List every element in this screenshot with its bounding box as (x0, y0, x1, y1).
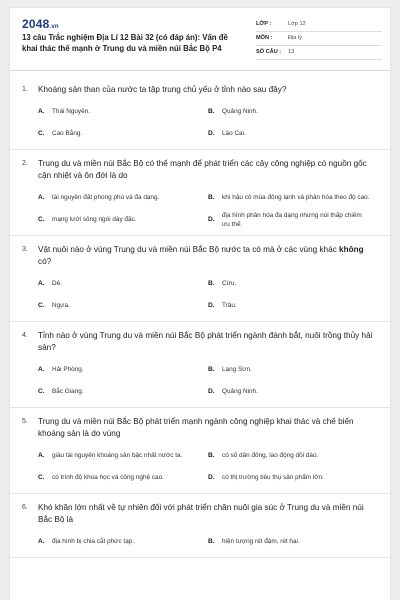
option-letter: A. (38, 366, 45, 373)
option-letter: D. (208, 302, 215, 309)
question-text (38, 158, 378, 183)
worksheet-page (10, 8, 390, 600)
question-item (10, 408, 390, 494)
option-text: có trình độ khoa học và công nghệ cao. (52, 474, 164, 481)
question-number: 4. (22, 331, 28, 339)
meta-label: SỐ CÂU : (256, 49, 282, 55)
option-text: giàu tài nguyên khoáng sản bậc nhất nước ta. (52, 452, 183, 459)
answer-option-c[interactable] (38, 381, 208, 403)
answer-options (38, 97, 378, 149)
option-letter: C. (38, 216, 45, 223)
option-letter: D. (208, 474, 215, 481)
question-list (10, 76, 390, 558)
meta-row-class (256, 18, 382, 32)
option-letter: B. (208, 366, 215, 373)
option-text: khí hậu có mùa đông lạnh và phân hóa theo độ cao. (222, 194, 370, 201)
answer-option-b[interactable] (208, 273, 378, 295)
option-letter: D. (208, 388, 215, 395)
option-letter: C. (38, 130, 45, 137)
answer-option-a[interactable] (38, 359, 208, 381)
option-text: tài nguyên đất phong phú và đa dạng. (52, 194, 160, 201)
option-text: địa hình bị chia cắt phức tạp. (52, 538, 135, 545)
meta-row-count (256, 46, 382, 60)
question-item (10, 76, 390, 150)
logo-text: 2048 (22, 17, 50, 31)
answer-option-a[interactable] (38, 531, 208, 553)
option-text: Hải Phòng. (52, 366, 84, 373)
meta-label: MÔN : (256, 35, 273, 41)
question-text (38, 502, 378, 527)
page-title: 13 câu Trắc nghiệm Địa Lí 12 Bài 32 (có đáp án): Vấn đề khai thác thế mạnh ở Trung du và miền núi Bắc Bộ P4 (22, 33, 228, 53)
meta-value: 13 (288, 49, 295, 55)
option-letter: B. (208, 108, 215, 115)
question-stem (22, 158, 378, 183)
answer-option-b[interactable] (208, 445, 378, 467)
option-text: Trâu. (222, 302, 237, 309)
question-text-part: Tỉnh nào ở vùng Trung du và miền núi Bắc Bộ phát triển ngành đánh bắt, nuôi trồng thủy hải sản? (38, 330, 373, 352)
option-text: địa hình phân hóa đa dạng nhưng núi thấp chiếm ưu thế. (222, 211, 362, 228)
question-number: 3. (22, 245, 28, 253)
answer-option-d[interactable] (208, 295, 378, 317)
option-letter: B. (208, 538, 215, 545)
question-item (10, 494, 390, 558)
option-text: có thị trường tiêu thụ sản phẩm lớn. (222, 474, 324, 481)
meta-label: LỚP : (256, 21, 272, 27)
question-number: 6. (22, 503, 28, 511)
option-text: Quảng Ninh. (222, 108, 258, 115)
question-number: 2. (22, 159, 28, 167)
question-stem (22, 416, 378, 441)
meta-row-subject (256, 32, 382, 46)
option-text: Lạng Sơn. (222, 366, 252, 373)
question-text (38, 84, 378, 97)
answer-option-d[interactable] (208, 209, 378, 231)
answer-options (38, 355, 378, 407)
answer-options (38, 269, 378, 321)
question-text-part: Trung du và miền núi Bắc Bộ phát triển mạnh ngành công nghiệp khai thác và chế biến khoáng sản là do vùng (38, 416, 354, 438)
answer-options (38, 441, 378, 493)
answer-option-d[interactable] (208, 381, 378, 403)
question-text-part: Vật nuôi nào ở vùng Trung du và miền núi Bắc Bộ nước ta có mà ở các vùng khác (38, 244, 340, 254)
option-text: Quảng Ninh. (222, 388, 258, 395)
answer-option-b[interactable] (208, 359, 378, 381)
answer-option-b[interactable] (208, 187, 378, 209)
option-letter: B. (208, 194, 215, 201)
option-letter: B. (208, 452, 215, 459)
question-text-bold: không (339, 244, 364, 254)
question-text-part: Trung du và miền núi Bắc Bộ có thế mạnh để phát triển các cây công nghiệp có nguồn gốc cận nhiệt và ôn đới là do (38, 158, 367, 180)
option-text: Lào Cai. (222, 130, 246, 137)
question-text-part: có? (38, 257, 52, 266)
answer-option-c[interactable] (38, 209, 208, 231)
answer-option-a[interactable] (38, 445, 208, 467)
question-text-part: Khó khăn lớn nhất về tự nhiên đối với phát triển chăn nuôi gia súc ở Trung du và miền núi Bắc Bộ là (38, 502, 364, 524)
answer-options (38, 183, 378, 235)
option-letter: A. (38, 108, 45, 115)
option-text: mạng lưới sông ngòi dày đặc. (52, 216, 137, 223)
answer-option-b[interactable] (208, 101, 378, 123)
option-text: Ngựa. (52, 302, 70, 309)
option-letter: C. (38, 388, 45, 395)
worksheet-meta (256, 18, 382, 60)
question-text (38, 244, 378, 269)
question-text (38, 330, 378, 355)
answer-option-a[interactable] (38, 187, 208, 209)
answer-option-a[interactable] (38, 101, 208, 123)
option-text: Bắc Giang. (52, 388, 84, 395)
option-letter: B. (208, 280, 215, 287)
option-letter: C. (38, 302, 45, 309)
question-item (10, 236, 390, 322)
answer-option-a[interactable] (38, 273, 208, 295)
option-text: hiện tượng rét đậm, rét hại. (222, 538, 300, 545)
option-text: Cao Bằng. (52, 130, 83, 137)
question-text (38, 416, 378, 441)
worksheet-header (10, 8, 390, 71)
answer-option-c[interactable] (38, 123, 208, 145)
answer-options (38, 527, 378, 557)
question-stem (22, 244, 378, 269)
option-text: có số dân đông, lao động dồi dào. (222, 452, 319, 459)
answer-option-b[interactable] (208, 531, 378, 553)
answer-option-c[interactable] (38, 467, 208, 489)
answer-option-c[interactable] (38, 295, 208, 317)
question-stem (22, 84, 378, 97)
question-item (10, 150, 390, 236)
question-text-part: Khoáng sản than của nước ta tập trung chủ yếu ở tỉnh nào sau đây? (38, 85, 287, 94)
question-stem (22, 502, 378, 527)
option-text: Thái Nguyên. (52, 108, 91, 115)
option-letter: D. (208, 216, 215, 223)
question-stem (22, 330, 378, 355)
question-number: 5. (22, 417, 28, 425)
question-item (10, 322, 390, 408)
option-letter: A. (38, 194, 45, 201)
option-letter: D. (208, 130, 215, 137)
answer-option-d[interactable] (208, 123, 378, 145)
option-letter: C. (38, 474, 45, 481)
option-text: Cừu. (222, 280, 237, 287)
option-letter: A. (38, 452, 45, 459)
option-letter: A. (38, 538, 45, 545)
question-number: 1. (22, 86, 28, 93)
meta-value: Địa lý (288, 35, 302, 41)
logo-suffix: .vn (49, 24, 59, 30)
meta-value: Lớp 12 (288, 21, 306, 27)
option-letter: A. (38, 280, 45, 287)
option-text: Dê. (52, 280, 62, 287)
site-logo[interactable] (22, 17, 59, 31)
answer-option-d[interactable] (208, 467, 378, 489)
